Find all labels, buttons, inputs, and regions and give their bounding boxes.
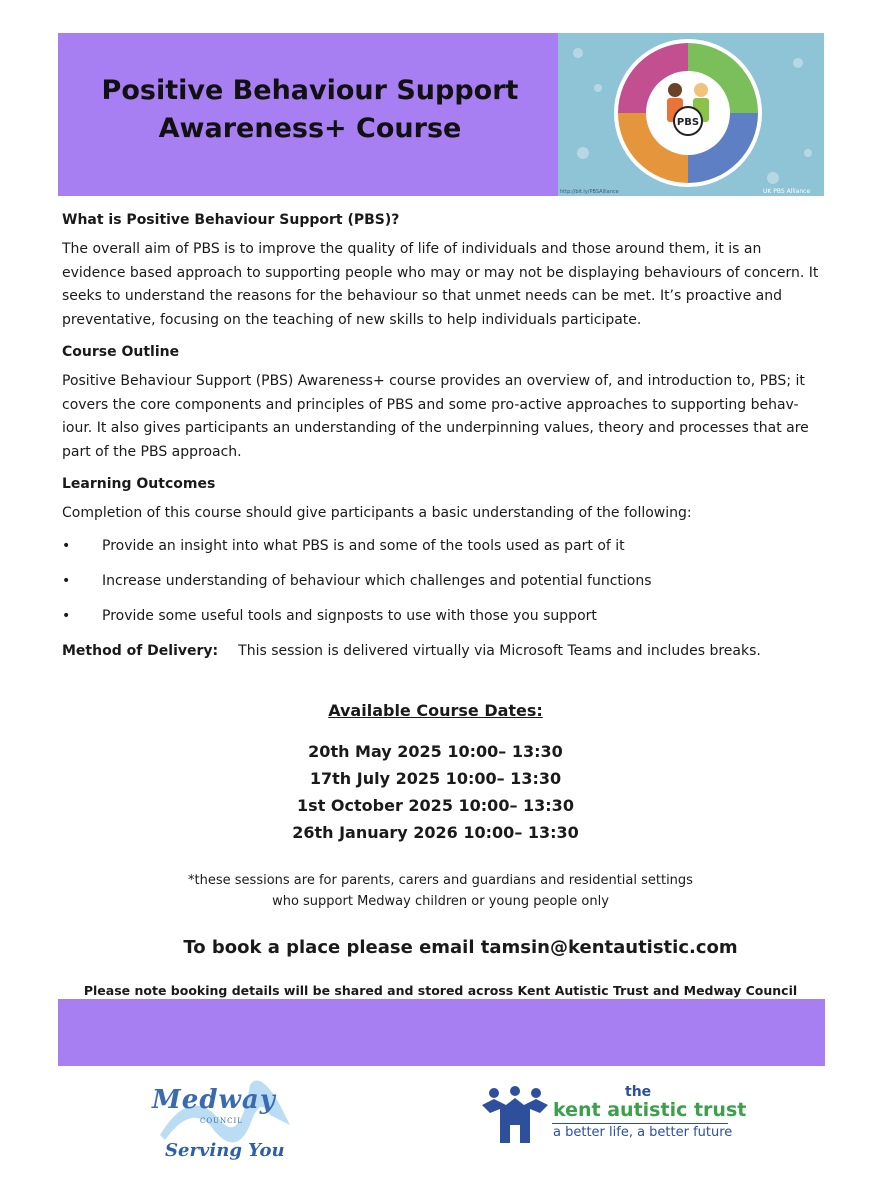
eligibility-note: *these sessions are for parents, carers and guardians and residential settings who support Medway children or young people only — [188, 873, 693, 909]
course-dates-list — [0, 738, 871, 846]
what-is-pbs-body: The overall aim of PBS is to improve the quality of life of individuals and those around them, it is an evidence based approach to supporting people who may or may not be displaying behaviours of concern. It seeks to understand the reasons for the behaviour so that unmet needs can be met. It’s proactive and preventative, focusing on the teaching of new skills to help individuals participate. — [62, 241, 819, 328]
course-date: 17th July 2025 10:00– 13:30 — [309, 769, 562, 788]
what-is-pbs-heading: What is Positive Behaviour Support (PBS)? — [62, 212, 400, 228]
course-date: 1st October 2025 10:00– 13:30 — [297, 796, 574, 815]
page-title — [60, 72, 560, 148]
list-item: • Provide some useful tools and signposts to use with those you support — [62, 607, 597, 624]
learning-outcomes-list — [62, 536, 822, 626]
pbs-badge: UK PBS Alliance — [763, 188, 811, 195]
kat-name: kent autistic trust — [553, 1099, 747, 1121]
main-content — [62, 210, 822, 661]
pbs-source-url: http://bit.ly/PBSAlliance — [560, 189, 619, 195]
learning-outcomes-intro: Completion of this course should give participants a basic understanding of the following: — [62, 505, 692, 521]
pbs-wheel-graphic — [558, 33, 824, 196]
course-outline-body: Positive Behaviour Support (PBS) Awareness+ course provides an overview of, and introduction to, PBS; it covers the core components and principles of PBS and some pro-active approaches to supporting behav-iour. It also gives participants an understanding of the underpinning values, theory and processes that are part of the PBS approach. — [62, 373, 809, 460]
course-date: 26th January 2026 10:00– 13:30 — [292, 823, 579, 842]
learning-outcomes-heading: Learning Outcomes — [62, 476, 216, 492]
medway-tagline: Serving You — [165, 1140, 285, 1161]
method-label: Method of Delivery: — [62, 642, 219, 659]
pbs-center-label: PBS — [676, 117, 700, 128]
available-dates-heading: Available Course Dates: — [328, 701, 543, 720]
footer-band — [58, 999, 825, 1066]
title-line-2: Awareness+ Course — [158, 113, 462, 144]
list-item: • Increase understanding of behaviour which challenges and potential functions — [62, 572, 652, 589]
booking-instructions: To book a place please email tamsin@kentautistic.com — [183, 937, 738, 958]
course-date: 20th May 2025 10:00– 13:30 — [308, 742, 563, 761]
kent-autistic-trust-logo-icon — [480, 1085, 550, 1145]
method-of-delivery — [62, 641, 822, 661]
bullet-icon: • — [62, 572, 71, 589]
method-value: This session is delivered virtually via Microsoft Teams and includes breaks. — [238, 642, 761, 659]
kat-the: the — [625, 1084, 652, 1100]
kat-divider — [552, 1123, 728, 1124]
kat-tagline: a better life, a better future — [553, 1125, 733, 1140]
bullet-icon: • — [62, 537, 71, 554]
medway-council-label: COUNCIL — [200, 1117, 243, 1125]
list-item: • Provide an insight into what PBS is and some of the tools used as part of it — [62, 537, 625, 554]
data-sharing-notice: Please note booking details will be shared and stored across Kent Autistic Trust and Medway Council — [83, 983, 798, 998]
bullet-icon: • — [62, 607, 71, 624]
title-line-1: Positive Behaviour Support — [101, 75, 519, 106]
course-outline-heading: Course Outline — [62, 344, 180, 360]
medway-name: Medway — [152, 1085, 276, 1115]
